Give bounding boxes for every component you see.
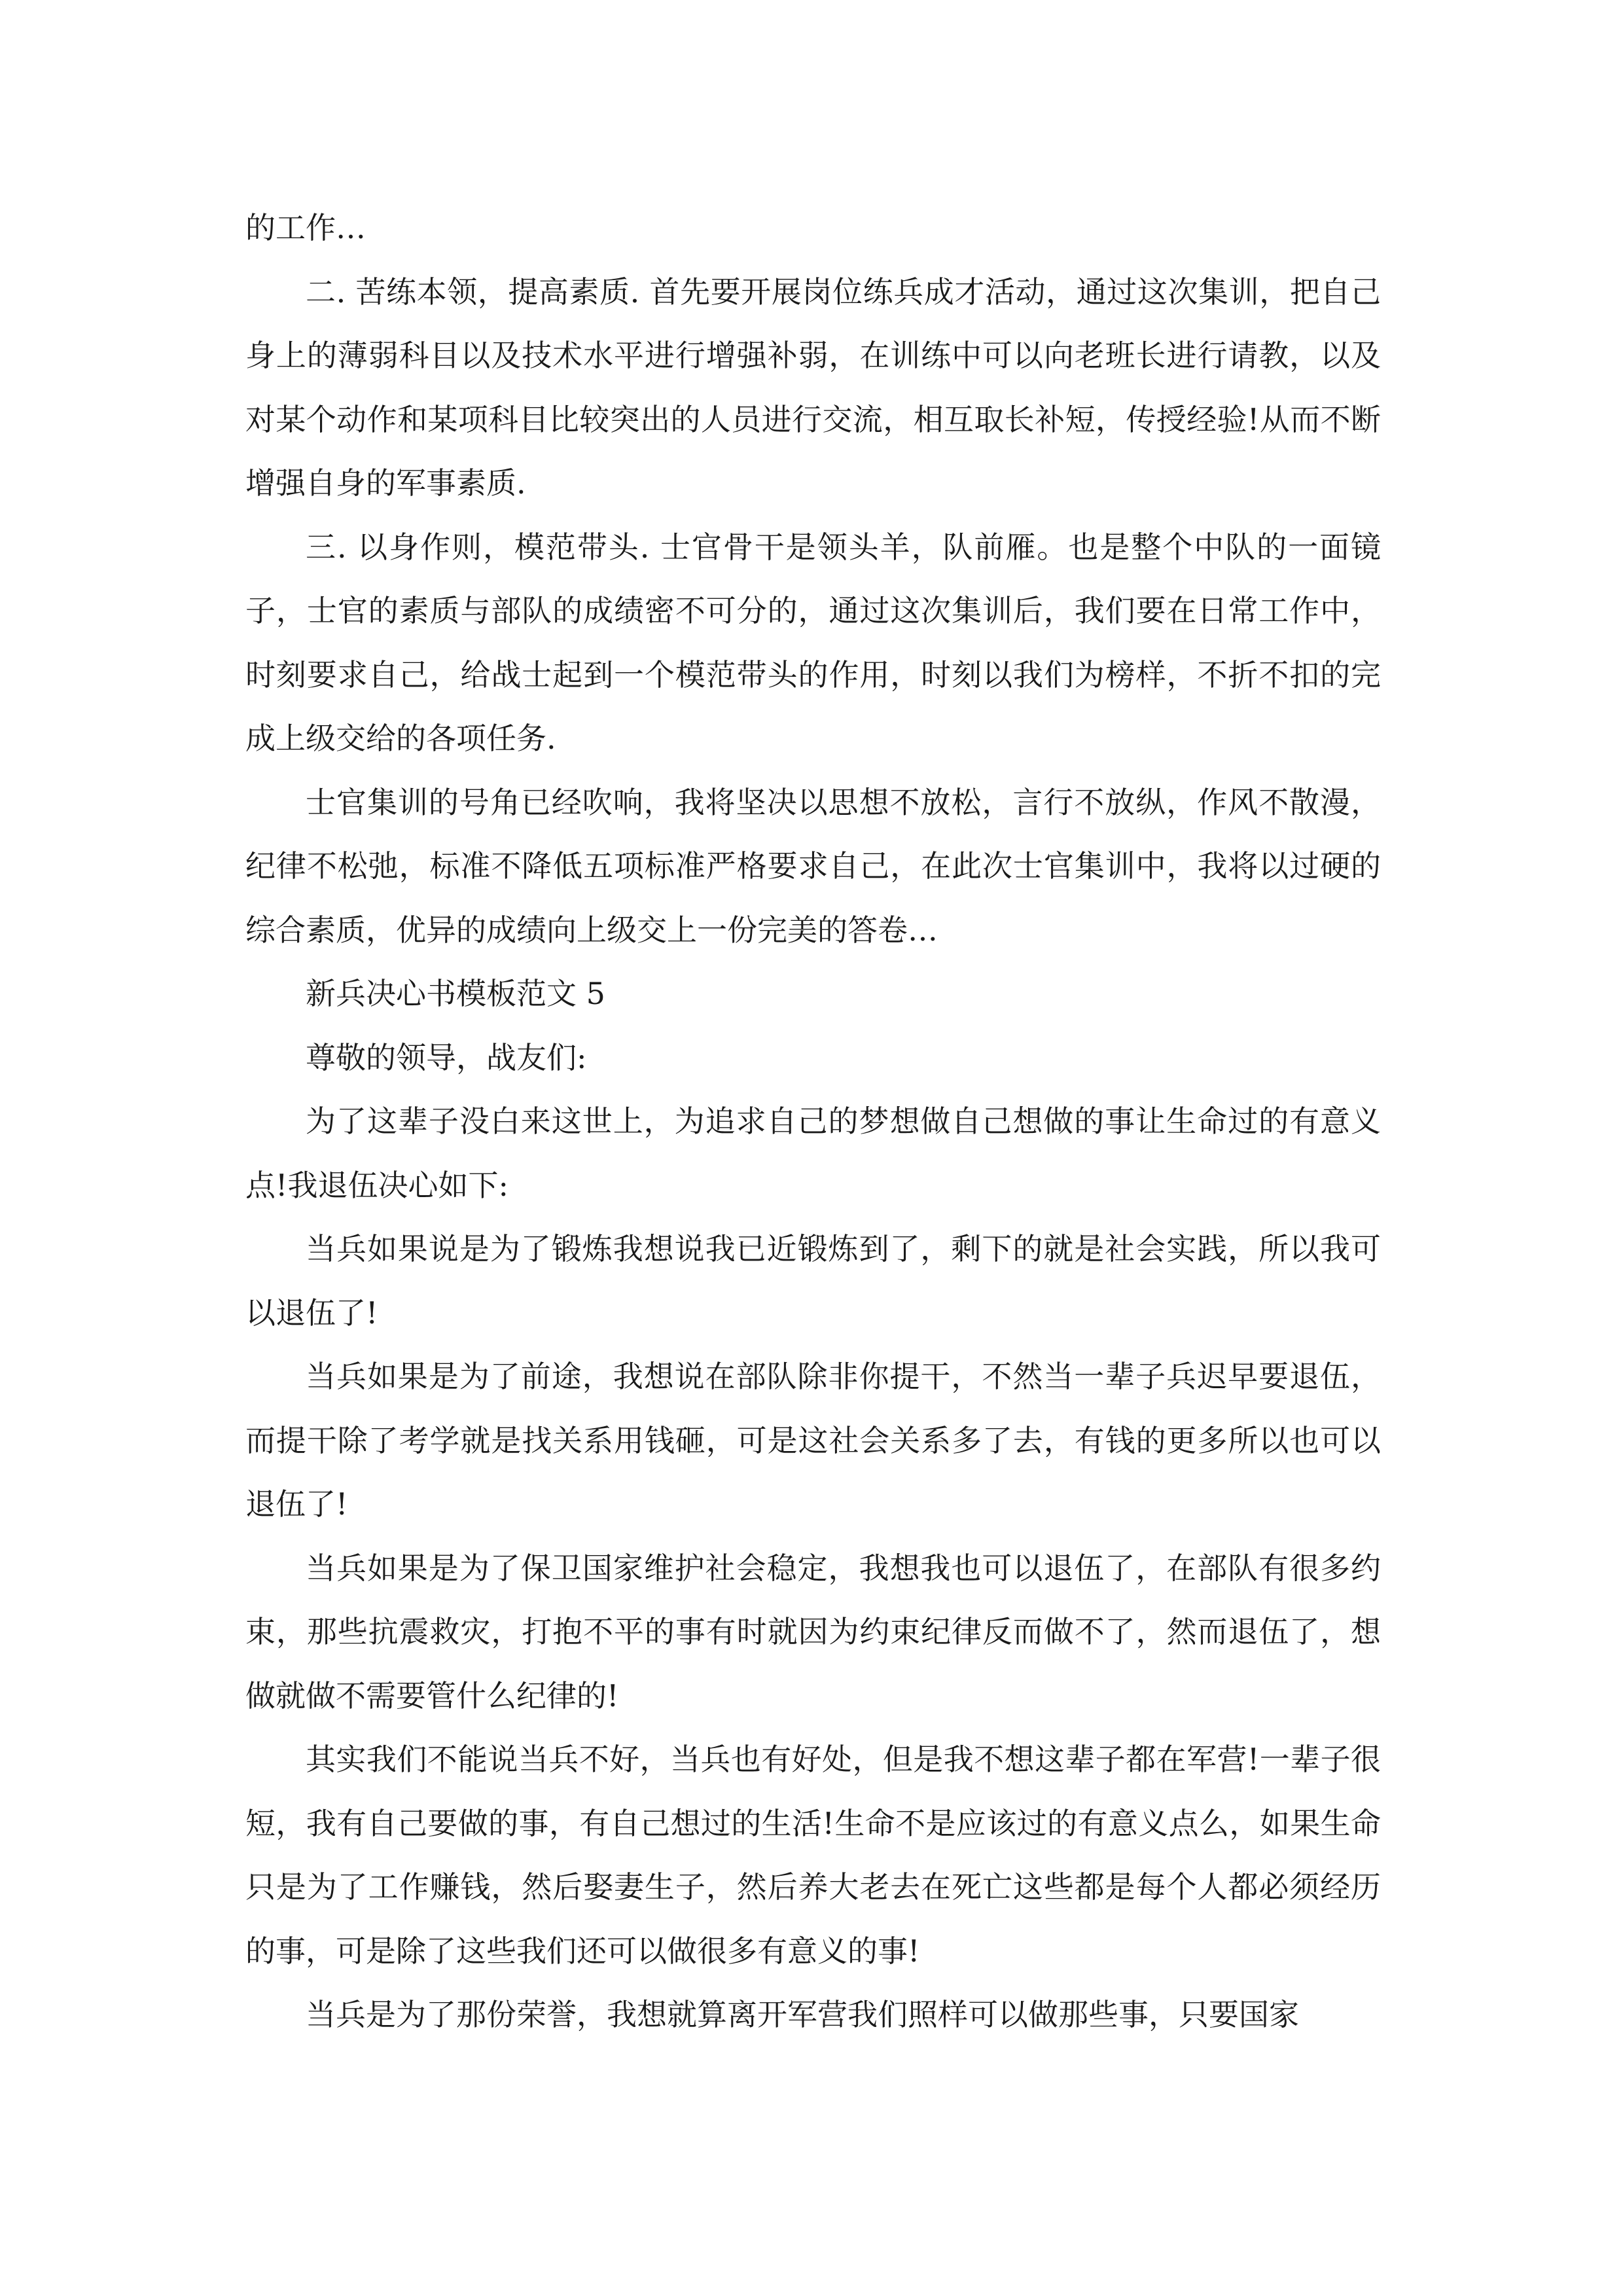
document-body [245, 196, 1381, 2047]
paragraph-life: 其实我们不能说当兵不好，当兵也有好处，但是我不想这辈子都在军营!一辈子很短，我有自己要做的事，有自己想过的生活!生命不是应该过的有意义点么，如果生命只是为了工作赚钱，然后娶妻生子，然后养大老去在死亡这些都是每个人都必须经历的事，可是除了这些我们还可以做很多有意义的事! [245, 1742, 1381, 1969]
section-heading: 新兵决心书模板范文 5 [306, 976, 605, 1011]
paragraph-point-three: 三. 以身作则，模范带头. 士官骨干是领头羊，队前雁。也是整个中队的一面镜子，士官的素质与部队的成绩密不可分的，通过这次集训后，我们要在日常工作中，时刻要求自己，给战士起到一个模范带头的作用，时刻以我们为榜样，不折不扣的完成上级交给的各项任务. [245, 529, 1381, 756]
paragraph-continuation: 的工作… [245, 210, 366, 245]
paragraph-conclusion: 士官集训的号角已经吹响，我将坚决以思想不放松，言行不放纵，作风不散漫，纪律不松弛，标准不降低五项标准严格要求自己，在此次士官集训中，我将以过硬的综合素质，优异的成绩向上级交上一份完美的答卷… [245, 784, 1381, 948]
paragraph-honor: 当兵是为了那份荣誉，我想就算离开军营我们照样可以做那些事，只要国家 [306, 1997, 1299, 2032]
paragraph-defense: 当兵如果是为了保卫国家维护社会稳定，我想我也可以退伍了，在部队有很多约束，那些抗震救灾，打抱不平的事有时就因为约束纪律反而做不了，然而退伍了，想做就做不需要管什么纪律的! [245, 1550, 1381, 1713]
paragraph-point-two: 二. 苦练本领，提高素质. 首先要开展岗位练兵成才活动，通过这次集训，把自己身上的薄弱科目以及技术水平进行增强补弱，在训练中可以向老班长进行请教，以及对某个动作和某项科目比较突出的人员进行交流，相互取长补短，传授经验!从而不断增强自身的军事素质. [245, 274, 1381, 501]
paragraph-future: 当兵如果是为了前途，我想说在部队除非你提干，不然当一辈子兵迟早要退伍，而提干除了考学就是找关系用钱砸，可是这社会关系多了去，有钱的更多所以也可以退伍了! [245, 1359, 1381, 1522]
paragraph-training: 当兵如果说是为了锻炼我想说我已近锻炼到了，剩下的就是社会实践，所以我可以退伍了! [245, 1231, 1381, 1331]
salutation: 尊敬的领导，战友们: [306, 1039, 587, 1075]
paragraph-intro: 为了这辈子没白来这世上，为追求自己的梦想做自己想做的事让生命过的有意义点!我退伍决心如下: [245, 1103, 1381, 1203]
